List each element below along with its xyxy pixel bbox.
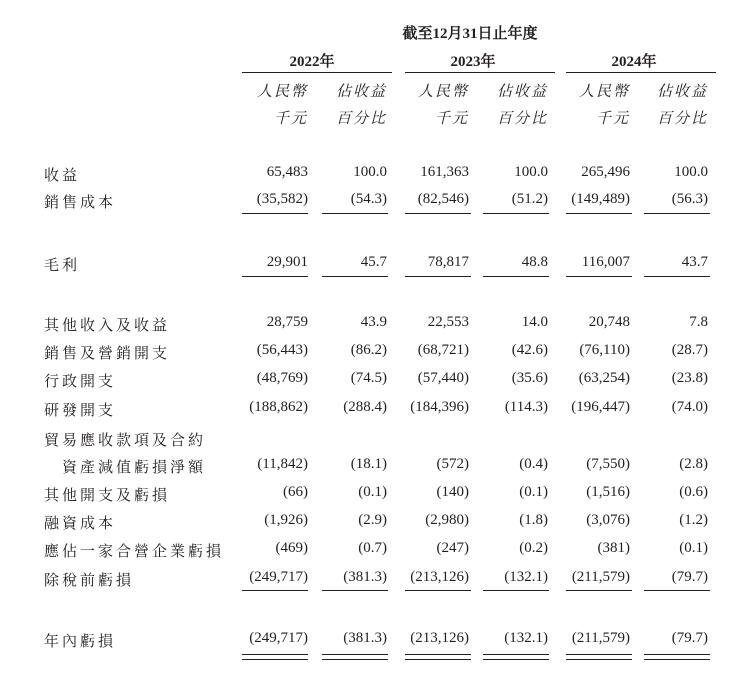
row-label: 除稅前虧損 bbox=[44, 573, 135, 589]
column-label-line1: 人民幣 bbox=[578, 84, 630, 100]
year-2024-header: 2024年 bbox=[611, 54, 657, 70]
table-cell: (0.1) bbox=[519, 484, 548, 500]
column-label-line2: 百分比 bbox=[656, 111, 708, 127]
table-cell: 28,759 bbox=[266, 314, 308, 330]
table-cell: (68,721) bbox=[417, 342, 469, 358]
column-label-line1: 佔收益 bbox=[335, 84, 387, 100]
table-cell: (1.2) bbox=[679, 512, 708, 528]
table-cell: (57,440) bbox=[417, 370, 469, 386]
double-rule bbox=[566, 654, 632, 660]
table-cell: 116,007 bbox=[581, 254, 630, 270]
table-cell: (288.4) bbox=[343, 399, 387, 415]
rule bbox=[483, 590, 549, 591]
table-cell: (211,579) bbox=[571, 630, 630, 646]
table-cell: (247) bbox=[436, 540, 469, 556]
rule bbox=[322, 276, 388, 277]
table-cell: (82,546) bbox=[417, 191, 469, 207]
rule bbox=[566, 213, 632, 214]
rule bbox=[322, 213, 388, 214]
table-cell: (0.1) bbox=[358, 484, 387, 500]
rule bbox=[322, 590, 388, 591]
table-cell: 43.7 bbox=[681, 254, 708, 270]
column-label-line2: 千元 bbox=[434, 111, 469, 127]
table-cell: (213,126) bbox=[410, 569, 469, 585]
rule bbox=[405, 590, 471, 591]
table-cell: (196,447) bbox=[571, 399, 630, 415]
table-cell: (42.6) bbox=[511, 342, 548, 358]
table-cell: (28.7) bbox=[671, 342, 708, 358]
row-label: 其他開支及虧損 bbox=[44, 488, 171, 504]
row-label: 貿易應收款項及合約 bbox=[44, 433, 207, 449]
year-2022-header: 2022年 bbox=[289, 54, 335, 70]
table-cell: (86.2) bbox=[350, 342, 387, 358]
table-cell: (0.6) bbox=[679, 484, 708, 500]
table-cell: (572) bbox=[436, 456, 469, 472]
rule bbox=[405, 213, 471, 214]
table-cell: (381) bbox=[597, 540, 630, 556]
table-cell: (48,769) bbox=[256, 370, 308, 386]
table-cell: (0.2) bbox=[519, 540, 548, 556]
row-label: 銷售及營銷開支 bbox=[44, 346, 171, 362]
table-cell: 100.0 bbox=[514, 164, 548, 180]
table-cell: (66) bbox=[283, 484, 308, 500]
rule bbox=[242, 276, 308, 277]
table-cell: (2,980) bbox=[425, 512, 469, 528]
table-cell: (0.1) bbox=[679, 540, 708, 556]
column-label-line1: 人民幣 bbox=[417, 84, 469, 100]
table-cell: (3,076) bbox=[586, 512, 630, 528]
table-cell: (1,516) bbox=[586, 484, 630, 500]
table-cell: (381.3) bbox=[343, 630, 387, 646]
double-rule bbox=[242, 654, 308, 660]
column-label-line2: 百分比 bbox=[335, 111, 387, 127]
year-2023-header: 2023年 bbox=[450, 54, 496, 70]
table-cell: (249,717) bbox=[249, 630, 308, 646]
rule bbox=[405, 276, 471, 277]
table-cell: (74.0) bbox=[671, 399, 708, 415]
table-cell: (7,550) bbox=[586, 456, 630, 472]
table-cell: (381.3) bbox=[343, 569, 387, 585]
table-cell: 65,483 bbox=[266, 164, 308, 180]
table-cell: (149,489) bbox=[571, 191, 630, 207]
table-cell: 20,748 bbox=[588, 314, 630, 330]
double-rule bbox=[405, 654, 471, 660]
table-cell: 45.7 bbox=[360, 254, 387, 270]
double-rule bbox=[322, 654, 388, 660]
double-rule bbox=[644, 654, 710, 660]
rule bbox=[644, 276, 710, 277]
row-label: 毛利 bbox=[44, 258, 81, 274]
table-cell: (11,842) bbox=[257, 456, 308, 472]
table-cell: (184,396) bbox=[410, 399, 469, 415]
row-label: 應佔一家合營企業虧損 bbox=[44, 544, 225, 560]
table-cell: 22,553 bbox=[427, 314, 469, 330]
double-rule bbox=[483, 654, 549, 660]
table-cell: (1.8) bbox=[519, 512, 548, 528]
table-cell: (211,579) bbox=[571, 569, 630, 585]
table-cell: (18.1) bbox=[350, 456, 387, 472]
row-label: 資產減值虧損淨額 bbox=[62, 460, 207, 476]
column-label-line2: 千元 bbox=[595, 111, 630, 127]
rule bbox=[644, 213, 710, 214]
row-label: 行政開支 bbox=[44, 374, 117, 390]
column-label-line2: 百分比 bbox=[496, 111, 548, 127]
table-cell: (0.7) bbox=[358, 540, 387, 556]
year-2023-underline bbox=[405, 72, 555, 73]
period-header: 截至12月31日止年度 bbox=[402, 26, 538, 42]
table-cell: (0.4) bbox=[519, 456, 548, 472]
table-cell: (76,110) bbox=[579, 342, 630, 358]
table-cell: (74.5) bbox=[350, 370, 387, 386]
table-cell: (2.9) bbox=[358, 512, 387, 528]
table-cell: (51.2) bbox=[511, 191, 548, 207]
rule bbox=[242, 213, 308, 214]
table-cell: 29,901 bbox=[266, 254, 308, 270]
table-cell: 100.0 bbox=[674, 164, 708, 180]
table-cell: 14.0 bbox=[521, 314, 548, 330]
table-cell: (249,717) bbox=[249, 569, 308, 585]
table-cell: (56,443) bbox=[256, 342, 308, 358]
table-cell: (79.7) bbox=[671, 630, 708, 646]
row-label: 年內虧損 bbox=[44, 634, 117, 650]
table-cell: (140) bbox=[436, 484, 469, 500]
table-cell: (188,862) bbox=[249, 399, 308, 415]
table-cell: (79.7) bbox=[671, 569, 708, 585]
table-cell: 161,363 bbox=[420, 164, 469, 180]
table-cell: (23.8) bbox=[671, 370, 708, 386]
rule bbox=[483, 276, 549, 277]
table-cell: 100.0 bbox=[353, 164, 387, 180]
table-cell: 48.8 bbox=[521, 254, 548, 270]
table-cell: (469) bbox=[275, 540, 308, 556]
rule bbox=[566, 590, 632, 591]
column-label-line1: 佔收益 bbox=[496, 84, 548, 100]
year-2024-underline bbox=[566, 72, 716, 73]
table-cell: (114.3) bbox=[504, 399, 548, 415]
rule bbox=[644, 590, 710, 591]
table-cell: 7.8 bbox=[689, 314, 708, 330]
table-cell: (56.3) bbox=[671, 191, 708, 207]
table-cell: (132.1) bbox=[504, 630, 548, 646]
column-label-line1: 人民幣 bbox=[256, 84, 308, 100]
table-cell: (63,254) bbox=[578, 370, 630, 386]
table-cell: 43.9 bbox=[360, 314, 387, 330]
column-label-line2: 千元 bbox=[273, 111, 308, 127]
row-label: 收益 bbox=[44, 168, 81, 184]
year-2022-underline bbox=[242, 72, 392, 73]
table-cell: (132.1) bbox=[504, 569, 548, 585]
row-label: 銷售成本 bbox=[44, 195, 117, 211]
row-label: 融資成本 bbox=[44, 516, 117, 532]
rule bbox=[566, 276, 632, 277]
rule bbox=[242, 590, 308, 591]
row-label: 其他收入及收益 bbox=[44, 318, 171, 334]
table-cell: (213,126) bbox=[410, 630, 469, 646]
table-cell: 265,496 bbox=[581, 164, 630, 180]
table-cell: (35,582) bbox=[256, 191, 308, 207]
table-cell: (2.8) bbox=[679, 456, 708, 472]
table-cell: (35.6) bbox=[511, 370, 548, 386]
row-label: 研發開支 bbox=[44, 403, 117, 419]
column-label-line1: 佔收益 bbox=[656, 84, 708, 100]
table-cell: (1,926) bbox=[264, 512, 308, 528]
table-cell: (54.3) bbox=[350, 191, 387, 207]
rule bbox=[483, 213, 549, 214]
table-cell: 78,817 bbox=[427, 254, 469, 270]
